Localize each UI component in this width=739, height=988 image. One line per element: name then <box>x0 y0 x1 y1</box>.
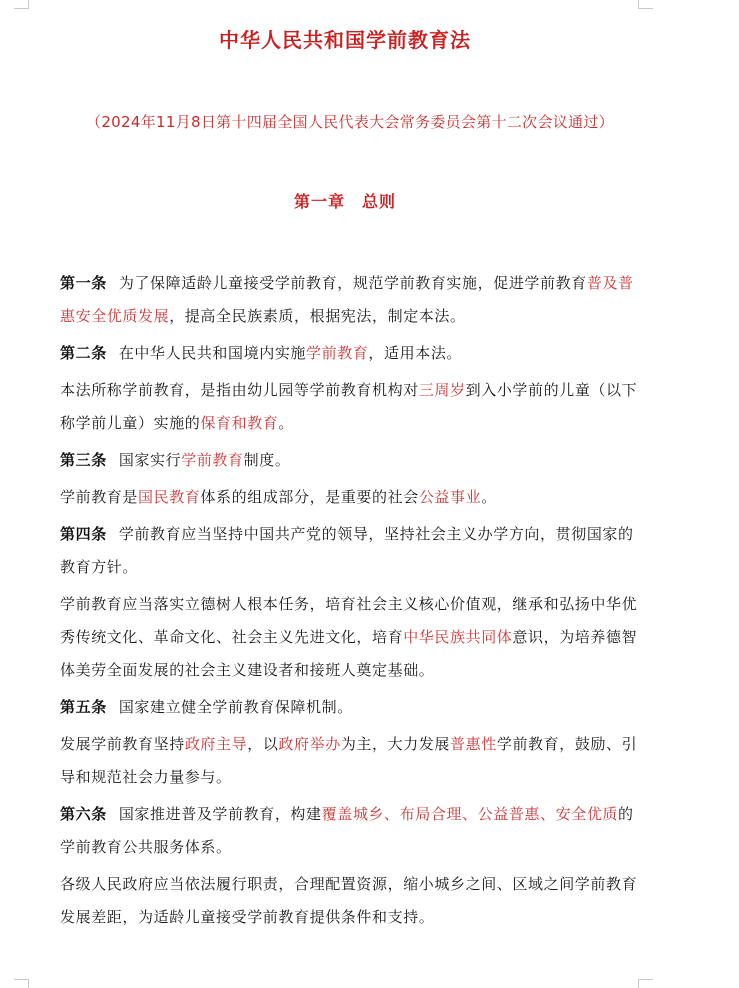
text-segment: 在中华人民共和国境内实施 <box>118 344 307 362</box>
text-segment: 为主，大力发展 <box>340 735 451 753</box>
text-segment: ，以 <box>247 735 279 753</box>
highlighted-text: 国民教育 <box>138 488 201 506</box>
text-segment: 发展学前教育坚持 <box>60 735 185 753</box>
paragraph <box>60 728 645 794</box>
highlighted-text: 政府主导 <box>184 735 248 753</box>
paragraph <box>60 588 645 687</box>
text-segment: 国家推进普及学前教育，构建 <box>118 805 322 823</box>
highlighted-text: 公益事业 <box>418 488 482 506</box>
highlighted-text: 普惠性 <box>450 735 497 753</box>
highlighted-text: 学前教育 <box>181 451 244 469</box>
text-segment: 学前教育应当落实立德树人根本任务，培育社会主义核心价值观，继承和弘扬中华优秀传统文化、革命文化、社会主义先进文化，培育 <box>60 595 638 646</box>
text-segment: 为了保障适龄儿童接受学前教育，规范学前教育实施，促进学前教育 <box>118 274 587 292</box>
highlighted-text: 覆盖城乡、布局合理、公益普惠、安全优质 <box>321 805 619 823</box>
text-segment: ，适用本法。 <box>368 344 463 362</box>
text-segment: 的学前教育公共服务体系。 <box>60 805 634 856</box>
article-paragraph <box>60 798 645 864</box>
article-paragraph <box>60 337 645 370</box>
article-paragraph <box>60 691 645 724</box>
highlighted-text: 中华民族共同体 <box>403 628 513 646</box>
paragraph <box>60 374 645 440</box>
document-subtitle: （2024年11月8日第十四届全国人民代表大会常务委员会第十二次会议通过） <box>86 113 614 131</box>
highlighted-text: 保育和教育 <box>200 414 279 432</box>
article-number: 第六条 <box>60 805 107 823</box>
page-corner-mark <box>14 0 29 9</box>
paragraph <box>60 481 645 514</box>
text-segment: ，提高全民族素质，根据宪法，制定本法。 <box>169 307 466 325</box>
document-body <box>60 267 645 938</box>
text-segment: 国家建立健全学前教育保障机制。 <box>118 698 353 716</box>
chapter-heading: 第一章 总则 <box>293 192 396 211</box>
text-segment: 国家实行 <box>118 451 182 469</box>
article-number: 第二条 <box>60 344 107 362</box>
text-segment: 制度。 <box>243 451 291 469</box>
article-number: 第三条 <box>60 451 107 469</box>
text-segment: 各级人民政府应当依法履行职责，合理配置资源，缩小城乡之间、区域之间学前教育发展差距，为适龄儿童接受学前教育提供条件和支持。 <box>60 875 638 926</box>
highlighted-text: 学前教育 <box>306 344 369 362</box>
paragraph <box>60 868 645 934</box>
text-segment: 意识，为培养德智体美劳全面发展的社会主义建设者和接班人奠定基础。 <box>60 628 638 679</box>
text-segment: 学前教育，鼓励、引导和规范社会力量参与。 <box>60 735 638 786</box>
document-title: 中华人民共和国学前教育法 <box>219 28 471 52</box>
highlighted-text: 普及普惠安全优质发展 <box>60 274 634 325</box>
article-number: 第一条 <box>60 274 107 292</box>
article-paragraph <box>60 444 645 477</box>
text-segment: 。 <box>481 488 497 506</box>
text-segment: 学前教育是 <box>60 488 139 506</box>
highlighted-text: 政府举办 <box>278 735 341 753</box>
article-number: 第四条 <box>60 525 107 543</box>
article-paragraph <box>60 267 645 333</box>
text-segment: 体系的组成部分，是重要的社会 <box>200 488 419 506</box>
highlighted-text: 三周岁 <box>418 381 466 399</box>
page-corner-mark <box>638 0 653 9</box>
article-paragraph <box>60 518 645 584</box>
text-segment: 。 <box>278 414 295 432</box>
article-number: 第五条 <box>60 698 107 716</box>
text-segment: 学前教育应当坚持中国共产党的领导，坚持社会主义办学方向，贯彻国家的教育方针。 <box>60 525 634 576</box>
page-corner-mark <box>638 979 653 988</box>
text-segment: 本法所称学前教育，是指由幼儿园等学前教育机构对 <box>60 381 419 399</box>
text-segment: 到入小学前的儿童（以下称学前儿童）实施的 <box>60 381 638 432</box>
page-corner-mark <box>14 979 29 988</box>
